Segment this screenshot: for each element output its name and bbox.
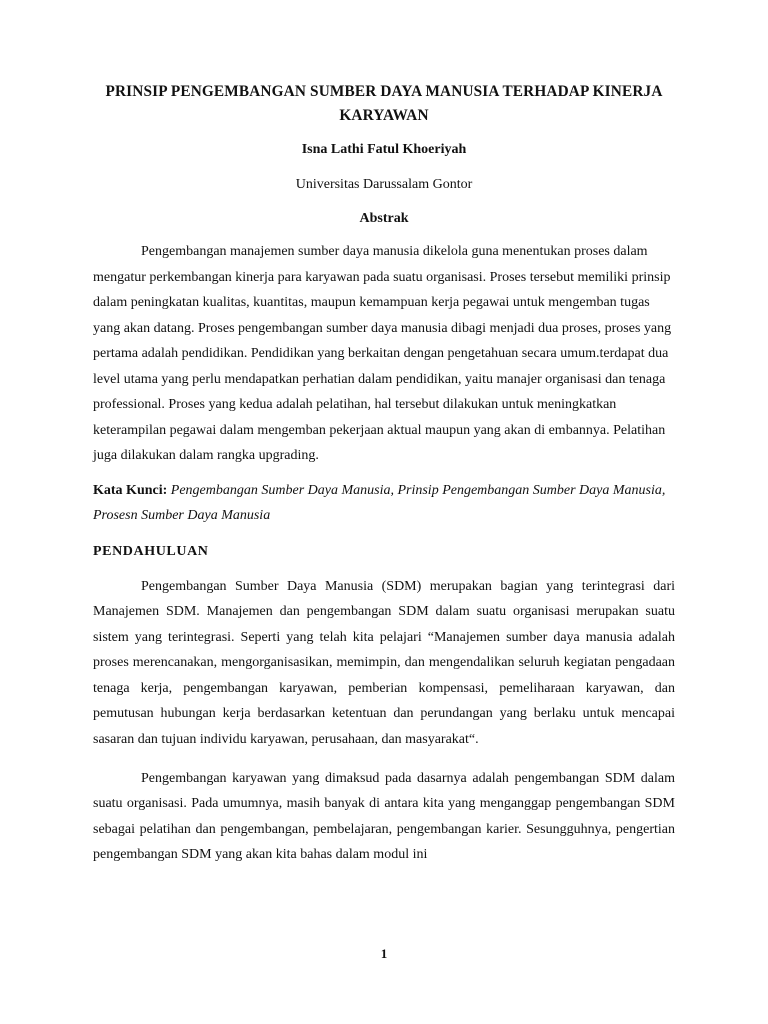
keywords-label: Kata Kunci: xyxy=(93,482,168,498)
author-affiliation: Universitas Darussalam Gontor xyxy=(295,177,473,192)
intro-paragraph-1: Pengembangan Sumber Daya Manusia (SDM) merupakan bagian yang terintegrasi dari Manajemen SDM. Manajemen dan pengembangan SDM dalam suatu organisasi merupakan suatu sistem yang terintegrasi. Seperti yang telah kita pelajari “Manajemen sumber daya manusia adalah proses merencanakan, mengorganisasikan, memimpin, dan mengendalikan seluruh kegiatan pengadaan tenaga kerja, pengembangan karyawan, pemberian kompensasi, pemeliharaan karyawan, dan pemutusan hubungan kerja berdasarkan ketentuan dan perundangan yang berlaku untuk mencapai sasaran dan tujuan individu karyawan, perusahaan, dan masyarakat“. xyxy=(93,578,675,748)
abstract-text: Pengembangan manajemen sumber daya manusia dikelola guna menentukan proses dalam mengatur perkembangan kinerja para karyawan pada suatu organisasi. Proses tersebut memiliki prinsip dalam peningkatan kualitas, kuantitas, maupun kemampuan kerja pegawai untuk mengemban tugas yang akan datang. Proses pengembangan sumber daya manusia dibagi menjadi dua proses, proses yang pertama adalah pendidikan. Pendidikan yang berkaitan dengan pengetahuan secara umum.terdapat dua level utama yang perlu mendapatkan perhatian dalam pendidikan, yaitu manajer organisasi dan tenaga professional. Proses yang kedua adalah pelatihan, hal tersebut dilakukan untuk meningkatkan keterampilan pegawai dalam mengemban pekerjaan aktual maupun yang akan di embannya. Pelatihan juga dilakukan dalam rangka upgrading. xyxy=(93,244,672,463)
page-number: 1 xyxy=(380,946,388,961)
intro-paragraph-2: Pengembangan karyawan yang dimaksud pada dasarnya adalah pengembangan SDM dalam suatu organisasi. Pada umumnya, masih banyak di antara kita yang menganggap pengembangan SDM sebagai pelatihan dan pengembangan, pembelajaran, pengembangan karier. Sesungguhnya, pengertian pengembangan SDM yang akan kita bahas dalam modul ini xyxy=(93,770,675,863)
author-name: Isna Lathi Fatul Khoeriyah xyxy=(301,142,467,157)
paper-title: PRINSIP PENGEMBANGAN SUMBER DAYA MANUSIA TERHADAP KINERJA KARYAWAN xyxy=(105,83,663,124)
abstract-heading: Abstrak xyxy=(359,211,409,226)
keywords-text: Pengembangan Sumber Daya Manusia, Prinsip Pengembangan Sumber Daya Manusia, Prosesn Sumber Daya Manusia xyxy=(93,482,666,523)
paper-page xyxy=(93,80,675,868)
section-heading-pendahuluan: PENDAHULUAN xyxy=(93,543,209,559)
keywords xyxy=(93,478,675,529)
